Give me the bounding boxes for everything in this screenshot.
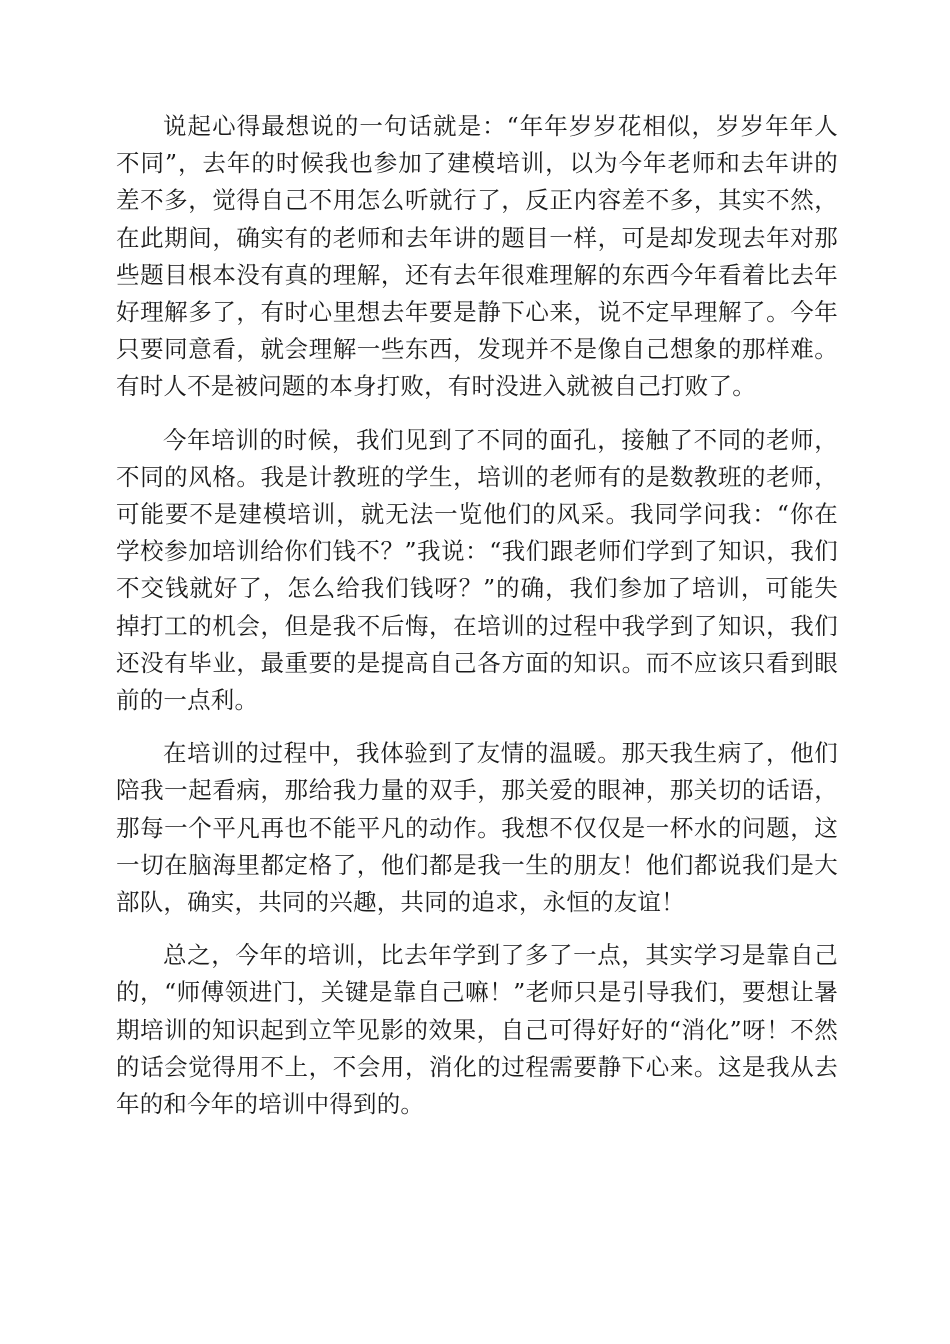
paragraph-2: 今年培训的时候，我们见到了不同的面孔，接触了不同的老师，不同的风格。我是计教班的学生，培训的老师有的是数教班的老师，可能要不是建模培训，就无法一览他们的风采。我同学问我：“你在学校参加培训给你们钱不？”我说：“我们跟老师们学到了知识，我们不交钱就好了，怎么给我们钱呀？”的确，我们参加了培训，可能失掉打工的机会，但是我不后悔，在培训的过程中我学到了知识，我们还没有毕业，最重要的是提高自己各方面的知识。而不应该只看到眼前的一点利。 xyxy=(116,425,838,715)
paragraph-1: 说起心得最想说的一句话就是：“年年岁岁花相似，岁岁年年人不同”，去年的时候我也参加了建模培训，以为今年老师和去年讲的差不多，觉得自己不用怎么听就行了，反正内容差不多，其实不然，在此期间，确实有的老师和去年讲的题目一样，可是却发现去年对那些题目根本没有真的理解，还有去年很难理解的东西今年看着比去年好理解多了，有时心里想去年要是静下心来，说不定早理解了。今年只要同意看，就会理解一些东西，发现并不是像自己想象的那样难。有时人不是被问题的本身打败，有时没进入就被自己打败了。 xyxy=(116,112,838,401)
document-body xyxy=(116,108,838,1139)
paragraph-4: 总之，今年的培训，比去年学到了多了一点，其实学习是靠自己的，“师傅领进门，关键是靠自己嘛！”老师只是引导我们，要想让暑期培训的知识起到立竿见影的效果，自己可得好好的“消化”呀！不然的话会觉得用不上，不会用，消化的过程需要静下心来。这是我从去年的和今年的培训中得到的。 xyxy=(116,941,838,1119)
paragraph-3: 在培训的过程中，我体验到了友情的温暖。那天我生病了，他们陪我一起看病，那给我力量的双手，那关爱的眼神，那关切的话语，那每一个平凡再也不能平凡的动作。我想不仅仅是一杯水的问题，这一切在脑海里都定格了，他们都是我一生的朋友！他们都说我们是大部队，确实，共同的兴趣，共同的追求，永恒的友谊！ xyxy=(116,739,838,917)
